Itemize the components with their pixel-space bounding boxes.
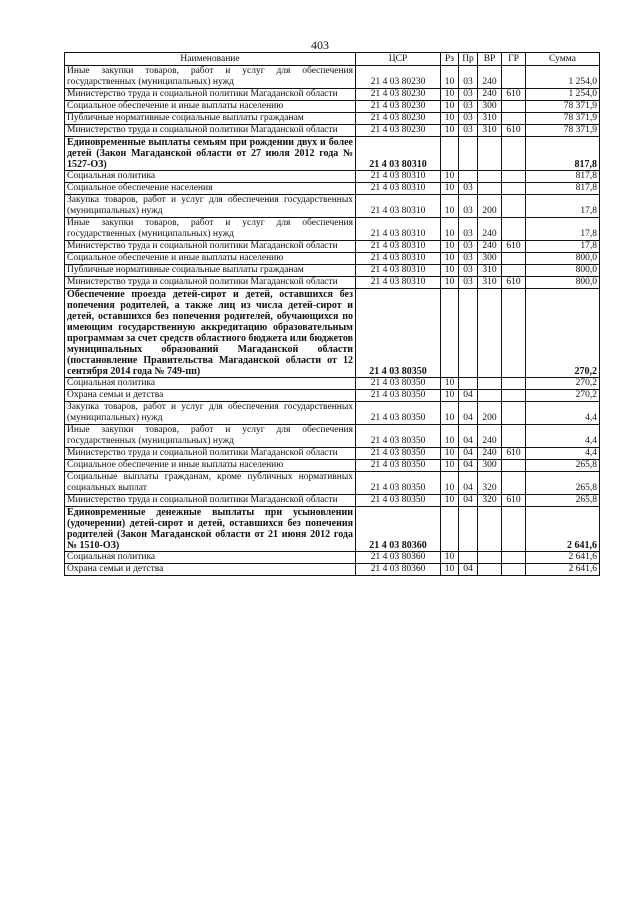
cell-gr [502,390,526,402]
cell-name: Иные закупки товаров, работ и услуг для обеспечения государственных (муниципальных) нужд [65,425,356,448]
cell-csr: 21 4 03 80360 [356,507,441,552]
cell-gr: 610 [502,125,526,137]
cell-gr [502,218,526,241]
cell-gr [502,378,526,390]
cell-csr: 21 4 03 80350 [356,378,441,390]
table-row [65,277,600,289]
cell-csr: 21 4 03 80310 [356,253,441,265]
cell-sum: 4,4 [526,448,600,460]
table-row [65,241,600,253]
cell-rz [441,507,459,552]
cell-pr: 04 [459,402,478,425]
cell-pr: 03 [459,265,478,277]
cell-rz: 10 [441,171,459,183]
cell-name: Социальное обеспечение и иные выплаты населению [65,460,356,472]
cell-sum: 270,2 [526,378,600,390]
table-row [65,101,600,113]
header-csr: ЦСР [356,53,441,66]
cell-gr [502,507,526,552]
cell-name: Иные закупки товаров, работ и услуг для обеспечения государственных (муниципальных) нужд [65,218,356,241]
cell-name: Охрана семьи и детства [65,564,356,576]
cell-gr [502,171,526,183]
cell-csr: 21 4 03 80350 [356,390,441,402]
cell-pr [459,507,478,552]
cell-gr: 610 [502,277,526,289]
cell-gr [502,552,526,564]
cell-rz: 10 [441,253,459,265]
cell-sum: 265,8 [526,460,600,472]
cell-gr [502,472,526,495]
cell-sum: 817,8 [526,183,600,195]
cell-vr: 310 [478,125,502,137]
cell-pr: 04 [459,448,478,460]
cell-csr: 21 4 03 80350 [356,402,441,425]
cell-csr: 21 4 03 80310 [356,171,441,183]
cell-vr [478,507,502,552]
cell-csr: 21 4 03 80310 [356,277,441,289]
cell-rz: 10 [441,390,459,402]
cell-rz: 10 [441,495,459,507]
cell-pr: 03 [459,218,478,241]
table-row [65,507,600,552]
cell-vr [478,137,502,171]
cell-pr [459,137,478,171]
cell-gr [502,425,526,448]
cell-vr: 300 [478,253,502,265]
cell-sum: 78 371,9 [526,125,600,137]
cell-csr: 21 4 03 80350 [356,495,441,507]
cell-pr: 04 [459,460,478,472]
header-pr: Пр [459,53,478,66]
cell-vr [478,552,502,564]
table-row [65,89,600,101]
cell-sum: 817,8 [526,171,600,183]
cell-sum: 270,2 [526,390,600,402]
cell-name: Охрана семьи и детства [65,390,356,402]
table-row [65,265,600,277]
cell-csr: 21 4 03 80310 [356,241,441,253]
cell-pr: 03 [459,113,478,125]
budget-table [64,52,600,576]
cell-vr: 200 [478,402,502,425]
cell-name: Социальная политика [65,378,356,390]
cell-vr: 310 [478,277,502,289]
cell-csr: 21 4 03 80360 [356,552,441,564]
table-row [65,195,600,218]
cell-gr [502,195,526,218]
cell-name: Публичные нормативные социальные выплаты гражданам [65,265,356,277]
cell-pr: 04 [459,472,478,495]
cell-csr: 21 4 03 80360 [356,564,441,576]
cell-name: Закупка товаров, работ и услуг для обеспечения государственных (муниципальных) нужд [65,402,356,425]
page-number: 403 [311,38,329,52]
cell-vr: 300 [478,101,502,113]
cell-name: Социальное обеспечение и иные выплаты населению [65,253,356,265]
cell-pr [459,378,478,390]
cell-rz: 10 [441,113,459,125]
cell-gr [502,183,526,195]
cell-sum: 78 371,9 [526,113,600,125]
cell-sum: 4,4 [526,402,600,425]
cell-vr: 240 [478,218,502,241]
cell-vr: 240 [478,89,502,101]
cell-gr [502,66,526,89]
cell-rz: 10 [441,402,459,425]
cell-vr [478,390,502,402]
cell-vr [478,378,502,390]
cell-name: Обеспечение проезда детей-сирот и детей, оставшихся без попечения родителей, а также лиц из числа детей-сирот и детей, оставшихся без попечения родителей, обучающихся по имеющим государственную аккредитацию образовательным программам за счет средств областного бюджета или бюджетов муниципальных образований Магаданской области (постановление Правительства Магаданской области от 12 сентября 2014 года № 749-пп) [65,289,356,378]
cell-sum: 800,0 [526,253,600,265]
cell-csr: 21 4 03 80230 [356,89,441,101]
cell-pr: 03 [459,183,478,195]
cell-sum: 817,8 [526,137,600,171]
cell-name: Закупка товаров, работ и услуг для обеспечения государственных (муниципальных) нужд [65,195,356,218]
cell-vr: 240 [478,66,502,89]
cell-gr [502,289,526,378]
table-row [65,390,600,402]
cell-pr [459,171,478,183]
cell-sum: 4,4 [526,425,600,448]
cell-sum: 265,8 [526,495,600,507]
table-row [65,402,600,425]
cell-gr [502,265,526,277]
table-row [65,460,600,472]
cell-sum: 265,8 [526,472,600,495]
cell-name: Социальная политика [65,552,356,564]
cell-pr: 04 [459,425,478,448]
table-row [65,137,600,171]
header-vr: ВР [478,53,502,66]
cell-vr: 310 [478,113,502,125]
cell-rz: 10 [441,378,459,390]
cell-pr: 03 [459,125,478,137]
cell-pr: 03 [459,253,478,265]
cell-vr: 320 [478,495,502,507]
table-row [65,564,600,576]
cell-vr: 310 [478,265,502,277]
cell-gr [502,113,526,125]
table-row [65,425,600,448]
cell-rz: 10 [441,425,459,448]
cell-gr [502,101,526,113]
cell-csr: 21 4 03 80310 [356,265,441,277]
cell-gr [502,137,526,171]
table-row [65,253,600,265]
cell-name: Единовременные выплаты семьям при рождении двух и более детей (Закон Магаданской области от 27 июля 2012 года № 1527-ОЗ) [65,137,356,171]
cell-sum: 17,8 [526,195,600,218]
cell-rz: 10 [441,183,459,195]
cell-gr [502,402,526,425]
table-row [65,171,600,183]
cell-sum: 78 371,9 [526,101,600,113]
cell-name: Социальное обеспечение и иные выплаты населению [65,101,356,113]
cell-name: Министерство труда и социальной политики Магаданской области [65,125,356,137]
cell-gr: 610 [502,448,526,460]
cell-pr: 03 [459,277,478,289]
cell-sum: 2 641,6 [526,564,600,576]
cell-csr: 21 4 03 80230 [356,113,441,125]
cell-gr: 610 [502,241,526,253]
table-row [65,378,600,390]
cell-csr: 21 4 03 80310 [356,195,441,218]
cell-pr: 04 [459,390,478,402]
cell-vr [478,183,502,195]
cell-sum: 1 254,0 [526,89,600,101]
cell-vr: 200 [478,195,502,218]
cell-pr: 03 [459,241,478,253]
table-row [65,218,600,241]
cell-name: Министерство труда и социальной политики Магаданской области [65,448,356,460]
cell-vr [478,564,502,576]
table-row [65,183,600,195]
cell-csr: 21 4 03 80350 [356,472,441,495]
cell-rz: 10 [441,66,459,89]
cell-pr: 03 [459,66,478,89]
cell-sum: 17,8 [526,241,600,253]
cell-rz: 10 [441,448,459,460]
cell-rz: 10 [441,552,459,564]
cell-rz [441,137,459,171]
cell-gr [502,564,526,576]
cell-name: Социальное обеспечение населения [65,183,356,195]
table-row [65,495,600,507]
table-row [65,66,600,89]
header-gr: ГР [502,53,526,66]
cell-csr: 21 4 03 80310 [356,183,441,195]
cell-sum: 800,0 [526,277,600,289]
cell-gr: 610 [502,89,526,101]
table-row [65,552,600,564]
cell-rz: 10 [441,277,459,289]
table-body [65,66,600,576]
cell-pr: 03 [459,195,478,218]
cell-csr: 21 4 03 80230 [356,125,441,137]
cell-vr [478,171,502,183]
cell-rz: 10 [441,265,459,277]
cell-rz [441,289,459,378]
cell-vr: 320 [478,472,502,495]
header-sum: Сумма [526,53,600,66]
cell-vr [478,289,502,378]
table-header-row [65,53,600,66]
cell-rz: 10 [441,101,459,113]
cell-name: Министерство труда и социальной политики Магаданской области [65,277,356,289]
cell-name: Министерство труда и социальной политики Магаданской области [65,89,356,101]
cell-sum: 2 641,6 [526,552,600,564]
cell-rz: 10 [441,460,459,472]
cell-csr: 21 4 03 80350 [356,289,441,378]
cell-name: Публичные нормативные социальные выплаты гражданам [65,113,356,125]
cell-gr: 610 [502,495,526,507]
cell-pr [459,552,478,564]
header-name: Наименование [65,53,356,66]
header-rz: Рз [441,53,459,66]
cell-name: Иные закупки товаров, работ и услуг для обеспечения государственных (муниципальных) нужд [65,66,356,89]
cell-csr: 21 4 03 80350 [356,460,441,472]
cell-name: Социальные выплаты гражданам, кроме публичных нормативных социальных выплат [65,472,356,495]
cell-rz: 10 [441,564,459,576]
cell-csr: 21 4 03 80350 [356,448,441,460]
table-row [65,289,600,378]
cell-vr: 240 [478,425,502,448]
cell-sum: 2 641,6 [526,507,600,552]
cell-pr: 04 [459,495,478,507]
cell-csr: 21 4 03 80230 [356,66,441,89]
cell-csr: 21 4 03 80310 [356,137,441,171]
cell-rz: 10 [441,125,459,137]
cell-csr: 21 4 03 80310 [356,218,441,241]
cell-rz: 10 [441,472,459,495]
cell-name: Социальная политика [65,171,356,183]
cell-name: Единовременные денежные выплаты при усыновлении (удочерении) детей-сирот и детей, оставшихся без попечения родителей (Закон Магаданской области от 21 июня 2012 года № 1510-ОЗ) [65,507,356,552]
cell-rz: 10 [441,241,459,253]
cell-gr [502,460,526,472]
cell-sum: 17,8 [526,218,600,241]
cell-csr: 21 4 03 80230 [356,101,441,113]
cell-name: Министерство труда и социальной политики Магаданской области [65,241,356,253]
cell-gr [502,253,526,265]
cell-rz: 10 [441,89,459,101]
cell-vr: 240 [478,241,502,253]
table-row [65,472,600,495]
cell-csr: 21 4 03 80350 [356,425,441,448]
cell-sum: 270,2 [526,289,600,378]
cell-pr: 04 [459,564,478,576]
cell-pr: 03 [459,89,478,101]
cell-vr: 300 [478,460,502,472]
table-row [65,448,600,460]
cell-rz: 10 [441,195,459,218]
cell-rz: 10 [441,218,459,241]
cell-vr: 240 [478,448,502,460]
cell-pr: 03 [459,101,478,113]
cell-sum: 1 254,0 [526,66,600,89]
table-row [65,125,600,137]
table-row [65,113,600,125]
cell-pr [459,289,478,378]
cell-sum: 800,0 [526,265,600,277]
cell-name: Министерство труда и социальной политики Магаданской области [65,495,356,507]
